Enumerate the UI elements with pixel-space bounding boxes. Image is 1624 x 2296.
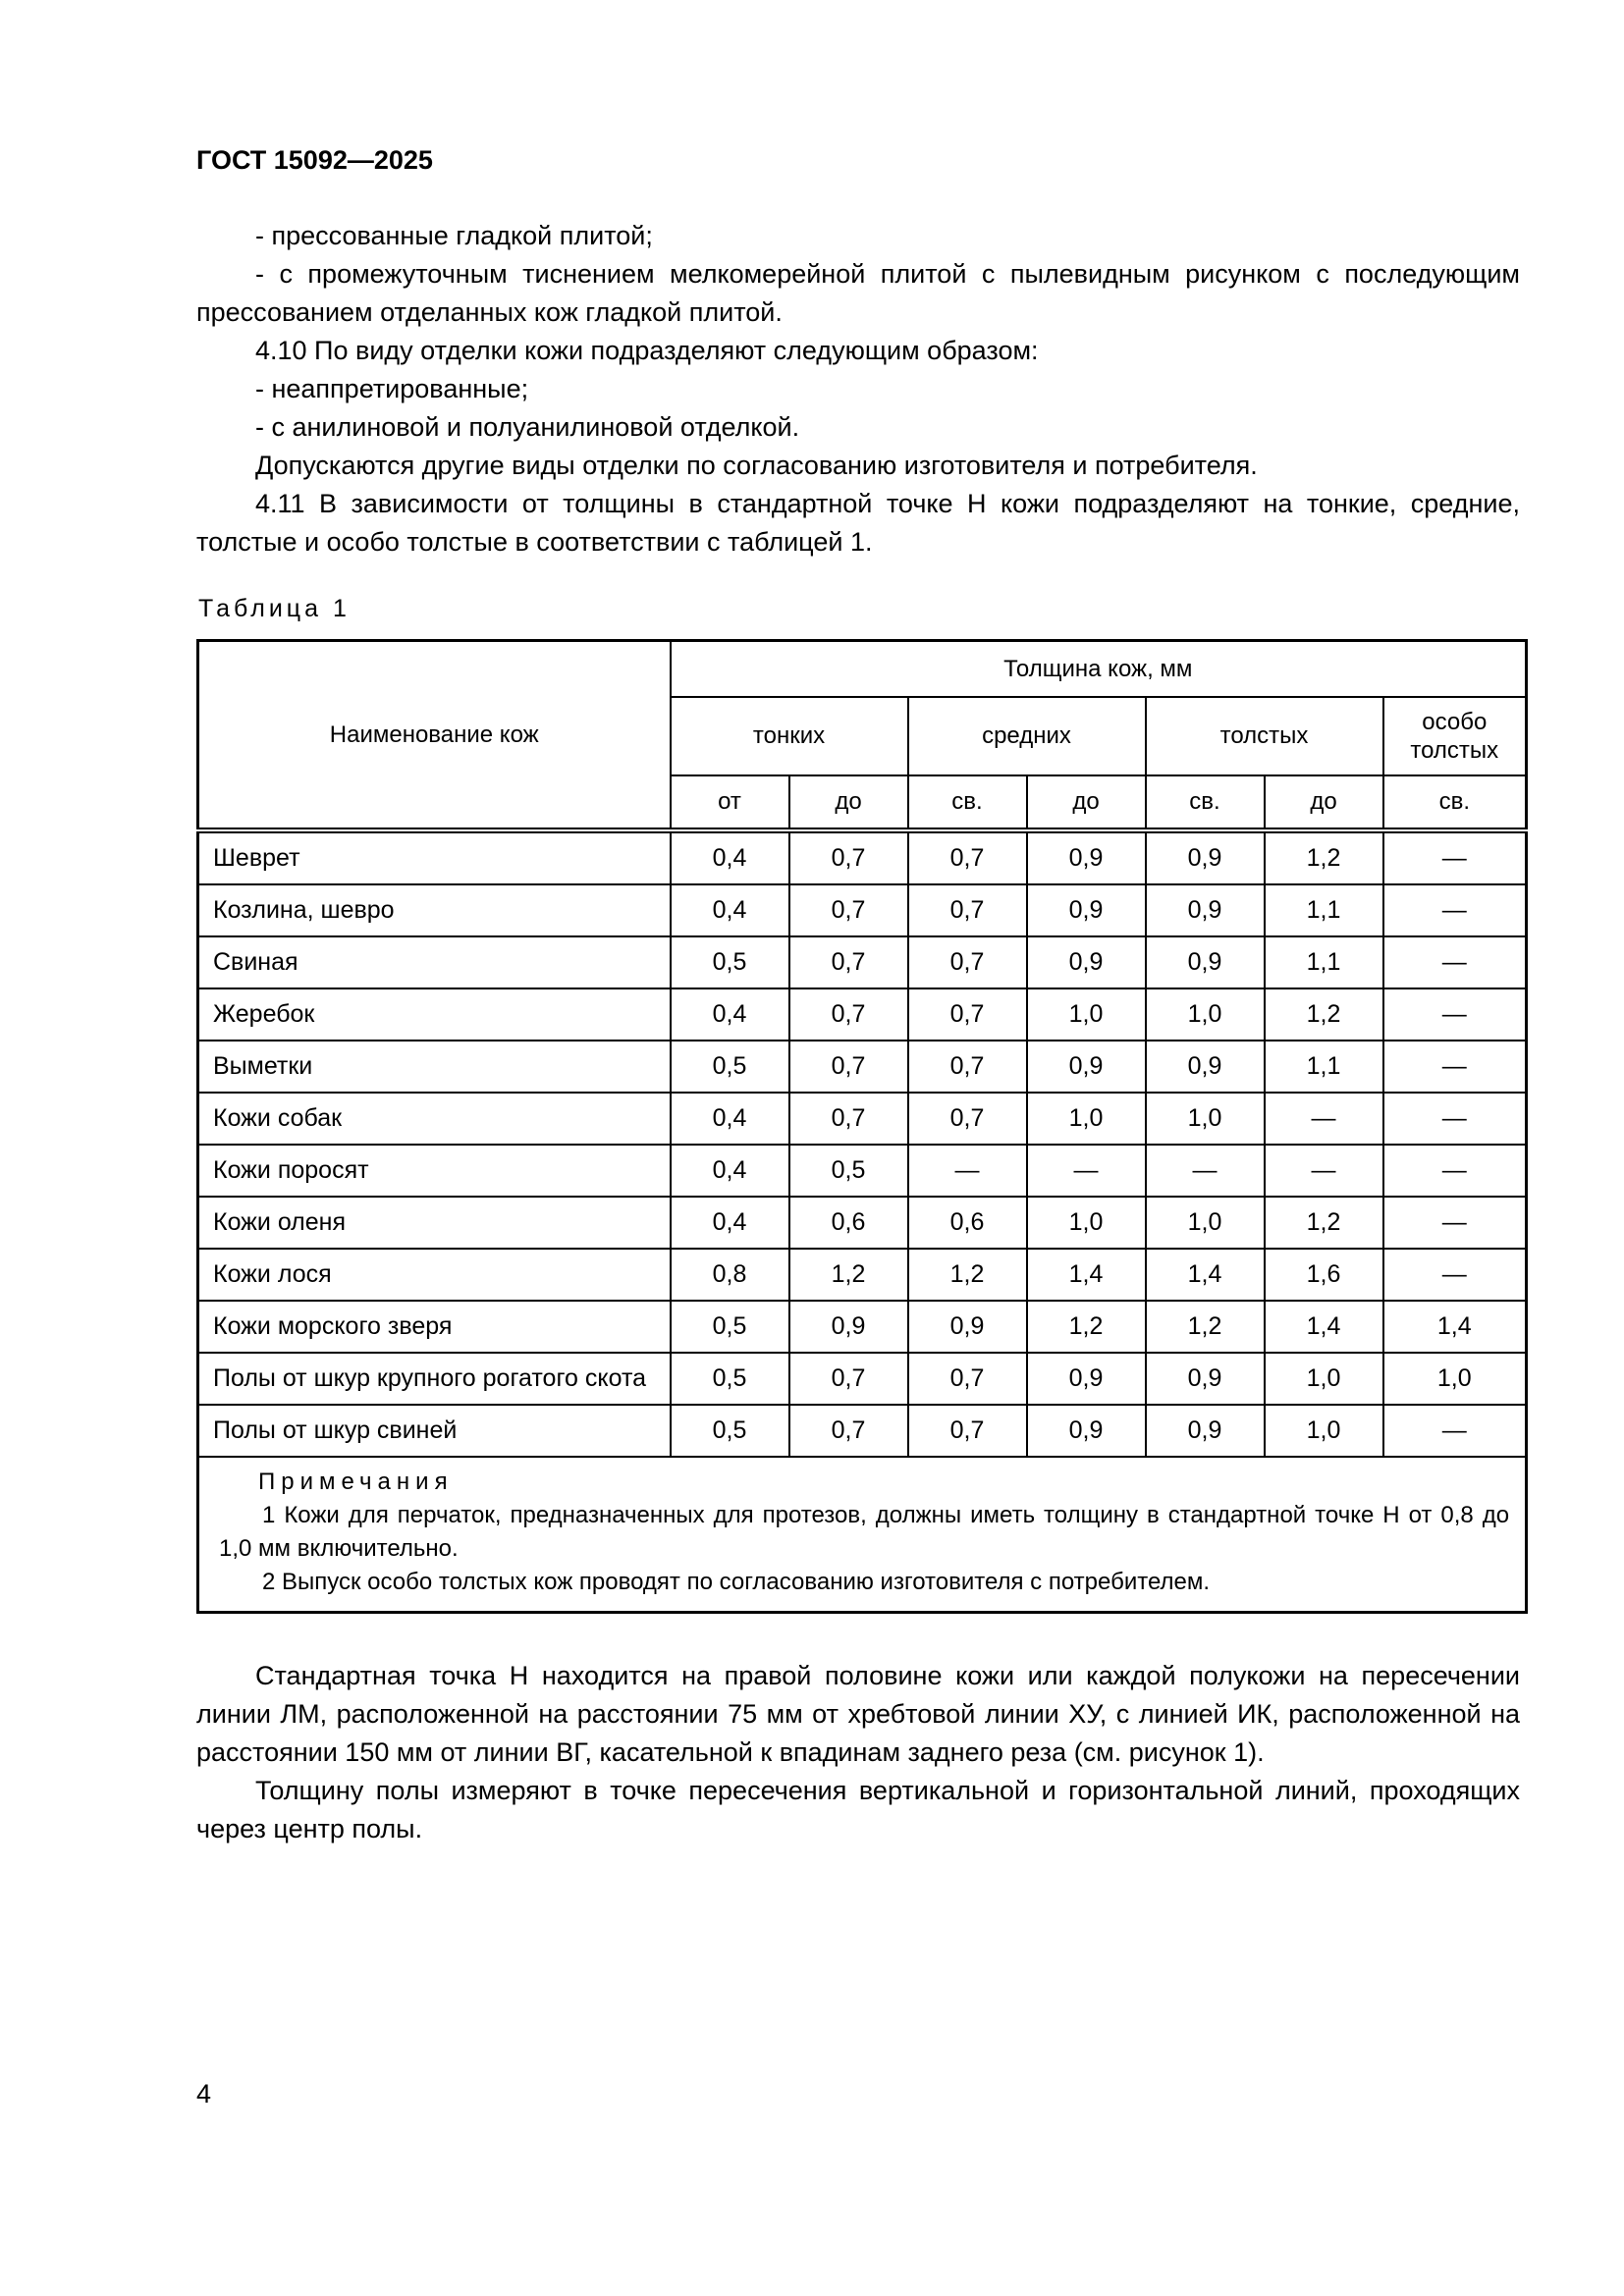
paragraph: 4.10 По виду отделки кожи подразделяют следующим образом: (255, 336, 1039, 365)
row-name: Кожи оленя (198, 1197, 671, 1249)
col-group-extra-thick: особо толстых (1383, 697, 1527, 775)
notes-title: Примечания (258, 1468, 454, 1495)
row-name: Свиная (198, 936, 671, 988)
paragraph: Допускаются другие виды отделки по согласованию изготовителя и потребителя. (255, 451, 1258, 480)
table-cell: 1,2 (1027, 1301, 1146, 1353)
table-cell: 0,5 (671, 1301, 789, 1353)
table-cell: 1,4 (1265, 1301, 1383, 1353)
table-cell: 0,5 (789, 1145, 908, 1197)
table-cell: — (1027, 1145, 1146, 1197)
table-cell: 0,7 (908, 936, 1027, 988)
table-cell: 0,7 (789, 1405, 908, 1457)
table-cell: 0,5 (671, 1041, 789, 1093)
table-cell: 0,9 (1027, 936, 1146, 988)
table-cell: 0,7 (789, 988, 908, 1041)
notes-row (198, 1457, 1527, 1613)
table-row (198, 884, 1527, 936)
col-group-medium: средних (908, 697, 1146, 775)
note-item: 2 Выпуск особо толстых кож проводят по согласованию изготовителя с потребителем. (262, 1568, 1211, 1595)
table-cell: 1,0 (1027, 1093, 1146, 1145)
table-cell: — (1265, 1145, 1383, 1197)
table-cell: 0,9 (789, 1301, 908, 1353)
col-subheader: св. (908, 775, 1027, 830)
table-cell: 0,7 (908, 988, 1027, 1041)
table-cell: 0,4 (671, 1093, 789, 1145)
table-cell: 0,4 (671, 884, 789, 936)
table-cell: 1,2 (789, 1249, 908, 1301)
table-cell: 0,7 (789, 830, 908, 884)
table-cell: 0,7 (789, 884, 908, 936)
col-subheader: от (671, 775, 789, 830)
table-cell: 1,0 (1265, 1405, 1383, 1457)
table-cell: — (1146, 1145, 1265, 1197)
table-cell: 0,7 (789, 1353, 908, 1405)
after-table-text (196, 1657, 1520, 1848)
table-cell: 1,0 (1027, 988, 1146, 1041)
table-cell: 0,7 (908, 1405, 1027, 1457)
paragraph: Толщину полы измеряют в точке пересечения вертикальной и горизонтальной линий, проходящих через центр полы. (196, 1775, 1520, 1843)
table-cell: 0,5 (671, 1353, 789, 1405)
table-cell: 0,9 (1146, 830, 1265, 884)
table-row (198, 1093, 1527, 1145)
paragraph: - с промежуточным тиснением мелкомерейной плитой с пылевидным рисунком с последующим прессованием отделанных кож гладкой плитой. (196, 259, 1520, 327)
row-name: Полы от шкур свиней (198, 1405, 671, 1457)
table-cell: 0,5 (671, 1405, 789, 1457)
table-cell: 1,0 (1146, 988, 1265, 1041)
table-cell: 0,9 (1146, 884, 1265, 936)
table-cell: 1,0 (1146, 1093, 1265, 1145)
row-name: Кожи собак (198, 1093, 671, 1145)
table-cell: 1,2 (1265, 988, 1383, 1041)
table-cell: 0,4 (671, 988, 789, 1041)
table-cell: 0,9 (1027, 1041, 1146, 1093)
paragraph: 4.11 В зависимости от толщины в стандартной точке Н кожи подразделяют на тонкие, средние, толстые и особо толстые в соответствии с таблицей 1. (196, 489, 1520, 557)
table-cell: 0,6 (908, 1197, 1027, 1249)
col-subheader: до (1027, 775, 1146, 830)
thickness-table (196, 639, 1528, 1614)
table-cell: 1,1 (1265, 936, 1383, 988)
col-group-thin: тонких (671, 697, 908, 775)
table-cell: 0,9 (1027, 1405, 1146, 1457)
table-caption: Таблица 1 (198, 595, 351, 622)
col-subheader: св. (1146, 775, 1265, 830)
table-cell: 0,7 (908, 1093, 1027, 1145)
paragraph: - с анилиновой и полуанилиновой отделкой. (255, 412, 800, 442)
table-body (198, 830, 1527, 1613)
content (196, 217, 1520, 1848)
table-cell: — (1383, 1249, 1527, 1301)
table-cell: — (1383, 936, 1527, 988)
note-item: 1 Кожи для перчаток, предназначенных для протезов, должны иметь толщину в стандартной точке Н от 0,8 до 1,0 мм включительно. (219, 1501, 1510, 1562)
col-subheader: св. (1383, 775, 1527, 830)
table-cell: 0,9 (1146, 1041, 1265, 1093)
row-name: Козлина, шевро (198, 884, 671, 936)
row-name: Кожи поросят (198, 1145, 671, 1197)
table-cell: 0,9 (1027, 830, 1146, 884)
table-row (198, 1405, 1527, 1457)
table-header-row (198, 641, 1527, 697)
table-cell: 1,4 (1027, 1249, 1146, 1301)
table-cell: — (1383, 830, 1527, 884)
table-row (198, 1041, 1527, 1093)
table-cell: 0,9 (908, 1301, 1027, 1353)
table-cell: 0,9 (1146, 1405, 1265, 1457)
table-cell: 0,4 (671, 830, 789, 884)
table-cell: — (1383, 884, 1527, 936)
table-cell: 0,8 (671, 1249, 789, 1301)
table-cell: 0,4 (671, 1145, 789, 1197)
row-name: Выметки (198, 1041, 671, 1093)
col-subheader: до (1265, 775, 1383, 830)
table-cell: 1,0 (1027, 1197, 1146, 1249)
table-cell: 1,0 (1383, 1353, 1527, 1405)
paragraph: Стандартная точка Н находится на правой половине кожи или каждой полукожи на пересечении линии ЛМ, расположенной на расстоянии 75 мм от хребтовой линии ХУ, с линией ИК, расположенной на расстоянии 150 мм от линии ВГ, касательной к впадинам заднего реза (см. рисунок 1). (196, 1660, 1520, 1767)
row-name: Шеврет (198, 830, 671, 884)
table-cell: 1,0 (1265, 1353, 1383, 1405)
table-cell: 0,7 (908, 1353, 1027, 1405)
table-cell: 0,4 (671, 1197, 789, 1249)
table-cell: — (1383, 1145, 1527, 1197)
paragraph: - прессованные гладкой плитой; (255, 221, 653, 250)
table-cell: 1,4 (1383, 1301, 1527, 1353)
table-cell: 0,5 (671, 936, 789, 988)
col-header-thickness: Толщина кож, мм (671, 641, 1527, 697)
col-header-name: Наименование кож (198, 641, 671, 830)
table-row (198, 830, 1527, 884)
table-cell: 1,2 (1265, 1197, 1383, 1249)
table-cell: — (1383, 988, 1527, 1041)
col-subheader: до (789, 775, 908, 830)
table-cell: 1,6 (1265, 1249, 1383, 1301)
table-cell: 0,9 (1027, 884, 1146, 936)
table-row (198, 1145, 1527, 1197)
table-cell: 0,9 (1146, 1353, 1265, 1405)
table-cell: 0,7 (789, 936, 908, 988)
row-name: Полы от шкур крупного рогатого скота (198, 1353, 671, 1405)
table-cell: 0,7 (908, 830, 1027, 884)
table-cell: 1,0 (1146, 1197, 1265, 1249)
table-row (198, 1249, 1527, 1301)
table-row (198, 1197, 1527, 1249)
table-cell: — (1383, 1041, 1527, 1093)
table-cell: 0,9 (1146, 936, 1265, 988)
table-cell: 0,7 (908, 1041, 1027, 1093)
table-cell: 0,9 (1027, 1353, 1146, 1405)
table-cell: — (1383, 1197, 1527, 1249)
paragraph: - неаппретированные; (255, 374, 529, 403)
table-cell: 1,1 (1265, 884, 1383, 936)
table-cell: — (1383, 1405, 1527, 1457)
table-cell: — (1265, 1093, 1383, 1145)
table-cell: — (1383, 1093, 1527, 1145)
row-name: Жеребок (198, 988, 671, 1041)
table-cell: 1,1 (1265, 1041, 1383, 1093)
table-cell: 1,2 (1146, 1301, 1265, 1353)
doc-header: ГОСТ 15092—2025 (196, 145, 433, 175)
table-cell: 1,4 (1146, 1249, 1265, 1301)
table-row (198, 1301, 1527, 1353)
table-cell: 0,7 (789, 1041, 908, 1093)
table-row (198, 1353, 1527, 1405)
row-name: Кожи лося (198, 1249, 671, 1301)
table-cell: — (908, 1145, 1027, 1197)
page-number: 4 (196, 2079, 212, 2109)
notes-cell (198, 1457, 1527, 1613)
table-cell: 1,2 (908, 1249, 1027, 1301)
table-cell: 0,7 (908, 884, 1027, 936)
table-cell: 0,6 (789, 1197, 908, 1249)
table-cell: 0,7 (789, 1093, 908, 1145)
table-row (198, 988, 1527, 1041)
table-row (198, 936, 1527, 988)
row-name: Кожи морского зверя (198, 1301, 671, 1353)
table-cell: 1,2 (1265, 830, 1383, 884)
col-group-thick: толстых (1146, 697, 1383, 775)
